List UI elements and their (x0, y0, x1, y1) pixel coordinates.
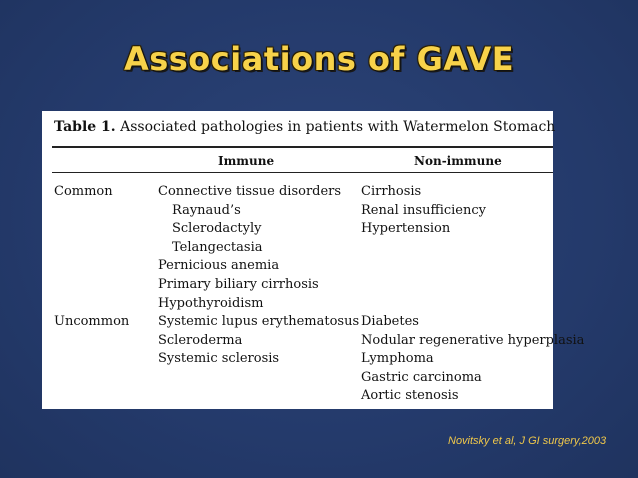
uncommon-non-immune-list (361, 313, 584, 406)
list-item: Renal insufficiency (361, 202, 486, 218)
list-item: Primary biliary cirrhosis (158, 276, 319, 292)
list-item: Diabetes (361, 314, 419, 329)
list-item: Scleroderma (158, 332, 243, 348)
list-item: Aortic stenosis (361, 388, 459, 404)
common-immune-list (158, 183, 341, 313)
list-item: Systemic sclerosis (158, 351, 280, 367)
list-item: Connective tissue disorders (158, 184, 342, 199)
slide-title: Associations of GAVE (123, 40, 515, 78)
table-top-rule (52, 146, 553, 148)
list-item: Pernicious anemia (158, 258, 280, 274)
list-item: Nodular regenerative hyperplasia (361, 332, 585, 348)
header-immune: Immune (218, 154, 275, 168)
table-caption-label: Table 1. (54, 119, 116, 135)
list-item: Lymphoma (361, 351, 434, 367)
table-caption (54, 119, 555, 135)
list-item: Raynaud’s (172, 202, 241, 218)
list-item: Sclerodactyly (172, 221, 262, 237)
row-category-uncommon: Uncommon (54, 314, 130, 329)
header-non-immune: Non-immune (414, 154, 502, 168)
list-item: Hypothyroidism (158, 295, 264, 311)
list-item: Telangectasia (172, 239, 263, 255)
table-header-rule (52, 172, 553, 173)
citation: Novitsky et al, J GI surgery,2003 (448, 435, 607, 447)
list-item: Cirrhosis (361, 184, 422, 199)
common-non-immune-list (361, 183, 486, 239)
list-item: Systemic lupus erythematosus (158, 314, 360, 329)
list-item: Gastric carcinoma (361, 369, 482, 385)
uncommon-immune-list (158, 313, 359, 369)
row-category-common: Common (54, 184, 113, 199)
table-caption-text: Associated pathologies in patients with Watermelon Stomach (120, 119, 556, 135)
list-item: Hypertension (361, 221, 451, 237)
pathologies-table (42, 111, 585, 409)
